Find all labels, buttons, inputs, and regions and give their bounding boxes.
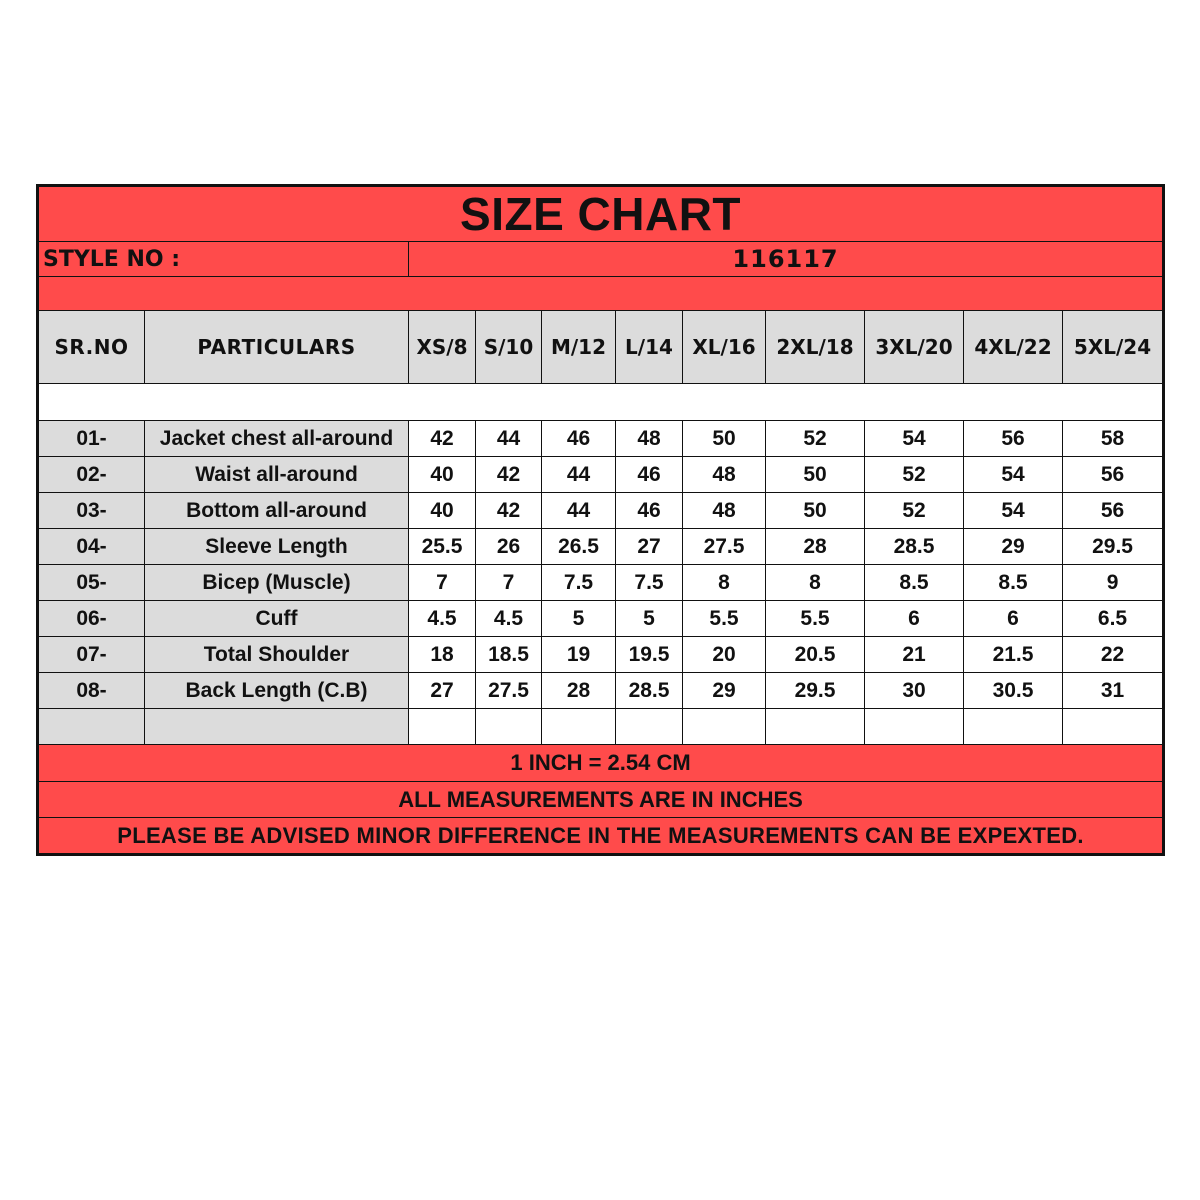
measurement-cell: 40 [409,493,476,529]
measurement-cell: 50 [766,457,865,493]
measurement-cell: 29 [964,529,1063,565]
measurement-cell: 40 [409,457,476,493]
measurement-cell: 52 [766,421,865,457]
page-title: SIZE CHART [38,186,1164,242]
measurement-cell: 48 [683,457,766,493]
measurement-cell: 26 [476,529,542,565]
measurement-cell: 6 [865,601,964,637]
row-particular-name: Waist all-around [145,457,409,493]
measurement-cell: 22 [1063,637,1164,673]
header-sr-no: SR.NO [38,311,145,384]
measurement-cell: 48 [683,493,766,529]
measurement-cell: 7 [476,565,542,601]
style-number-value: 116117 [409,242,1164,277]
measurement-cell: 29.5 [766,673,865,709]
measurement-cell: 8 [766,565,865,601]
row-serial-number: 03- [38,493,145,529]
empty-cell [476,709,542,745]
measurement-cell: 5 [616,601,683,637]
measurement-cell: 7.5 [542,565,616,601]
table-row [38,565,1164,601]
measurement-cell: 46 [616,457,683,493]
measurement-cell: 7 [409,565,476,601]
header-size: L/14 [616,311,683,384]
disclaimer-note: PLEASE BE ADVISED MINOR DIFFERENCE IN THE MEASUREMENTS CAN BE EXPEXTED. [38,818,1164,855]
measurement-cell: 27 [616,529,683,565]
measurement-cell: 5.5 [766,601,865,637]
row-serial-number: 04- [38,529,145,565]
measurement-cell: 44 [542,457,616,493]
measurement-cell: 52 [865,493,964,529]
measurement-cell: 42 [476,457,542,493]
row-particular-name: Sleeve Length [145,529,409,565]
measurement-cell: 28.5 [616,673,683,709]
measurement-cell: 44 [542,493,616,529]
measurement-cell: 4.5 [409,601,476,637]
red-spacer-band [38,277,1164,311]
row-particular-name: Bottom all-around [145,493,409,529]
row-serial-number: 08- [38,673,145,709]
measurement-cell: 52 [865,457,964,493]
empty-cell [38,709,145,745]
empty-cell [542,709,616,745]
row-particular-name: Jacket chest all-around [145,421,409,457]
row-particular-name: Bicep (Muscle) [145,565,409,601]
header-size: 5XL/24 [1063,311,1164,384]
empty-cell [865,709,964,745]
measurement-cell: 58 [1063,421,1164,457]
measurement-cell: 29 [683,673,766,709]
measurement-cell: 18.5 [476,637,542,673]
measurement-cell: 30 [865,673,964,709]
measurement-cell: 7.5 [616,565,683,601]
measurement-cell: 42 [409,421,476,457]
measurement-cell: 31 [1063,673,1164,709]
measurement-cell: 4.5 [476,601,542,637]
row-serial-number: 01- [38,421,145,457]
measurement-cell: 26.5 [542,529,616,565]
table-row [38,601,1164,637]
measurement-cell: 28 [766,529,865,565]
measurement-cell: 42 [476,493,542,529]
measurement-cell: 48 [616,421,683,457]
row-particular-name: Cuff [145,601,409,637]
header-size: 2XL/18 [766,311,865,384]
header-size: XS/8 [409,311,476,384]
row-serial-number: 07- [38,637,145,673]
row-serial-number: 06- [38,601,145,637]
measurement-cell: 50 [683,421,766,457]
measurement-cell: 8.5 [865,565,964,601]
measurement-cell: 19 [542,637,616,673]
blank-spacer-row [38,384,1164,421]
table-row [38,457,1164,493]
style-number-label: STYLE NO : [38,242,409,277]
empty-cell [409,709,476,745]
measurement-cell: 30.5 [964,673,1063,709]
measurement-cell: 19.5 [616,637,683,673]
measurement-cell: 8.5 [964,565,1063,601]
measurement-cell: 20.5 [766,637,865,673]
measurement-cell: 56 [1063,493,1164,529]
header-size: 4XL/22 [964,311,1063,384]
table-row [38,673,1164,709]
measurement-cell: 20 [683,637,766,673]
units-note: ALL MEASUREMENTS ARE IN INCHES [38,782,1164,818]
measurement-cell: 56 [964,421,1063,457]
measurement-cell: 27.5 [683,529,766,565]
measurement-cell: 50 [766,493,865,529]
header-size: M/12 [542,311,616,384]
table-row [38,637,1164,673]
measurement-cell: 56 [1063,457,1164,493]
empty-cell [145,709,409,745]
measurement-cell: 25.5 [409,529,476,565]
size-chart-table [36,184,1165,856]
table-row [38,529,1164,565]
measurement-cell: 27.5 [476,673,542,709]
conversion-note: 1 INCH = 2.54 CM [38,745,1164,782]
row-particular-name: Back Length (C.B) [145,673,409,709]
measurement-cell: 18 [409,637,476,673]
row-serial-number: 05- [38,565,145,601]
header-row [38,311,1164,384]
measurement-cell: 27 [409,673,476,709]
empty-cell [964,709,1063,745]
header-size: 3XL/20 [865,311,964,384]
measurement-cell: 44 [476,421,542,457]
measurement-cell: 8 [683,565,766,601]
measurement-cell: 6 [964,601,1063,637]
empty-cell [766,709,865,745]
row-serial-number: 02- [38,457,145,493]
measurement-cell: 6.5 [1063,601,1164,637]
empty-cell [683,709,766,745]
measurement-cell: 5 [542,601,616,637]
empty-cell [1063,709,1164,745]
measurement-cell: 54 [964,493,1063,529]
measurement-cell: 46 [616,493,683,529]
measurement-cell: 46 [542,421,616,457]
table-row [38,493,1164,529]
measurement-cell: 21.5 [964,637,1063,673]
measurement-cell: 5.5 [683,601,766,637]
header-size: XL/16 [683,311,766,384]
measurement-cell: 28 [542,673,616,709]
header-size: S/10 [476,311,542,384]
measurement-cell: 9 [1063,565,1164,601]
measurement-cell: 21 [865,637,964,673]
measurement-cell: 54 [964,457,1063,493]
table-row [38,421,1164,457]
measurement-cell: 29.5 [1063,529,1164,565]
header-particulars: PARTICULARS [145,311,409,384]
row-particular-name: Total Shoulder [145,637,409,673]
empty-cell [616,709,683,745]
measurement-cell: 28.5 [865,529,964,565]
measurement-cell: 54 [865,421,964,457]
